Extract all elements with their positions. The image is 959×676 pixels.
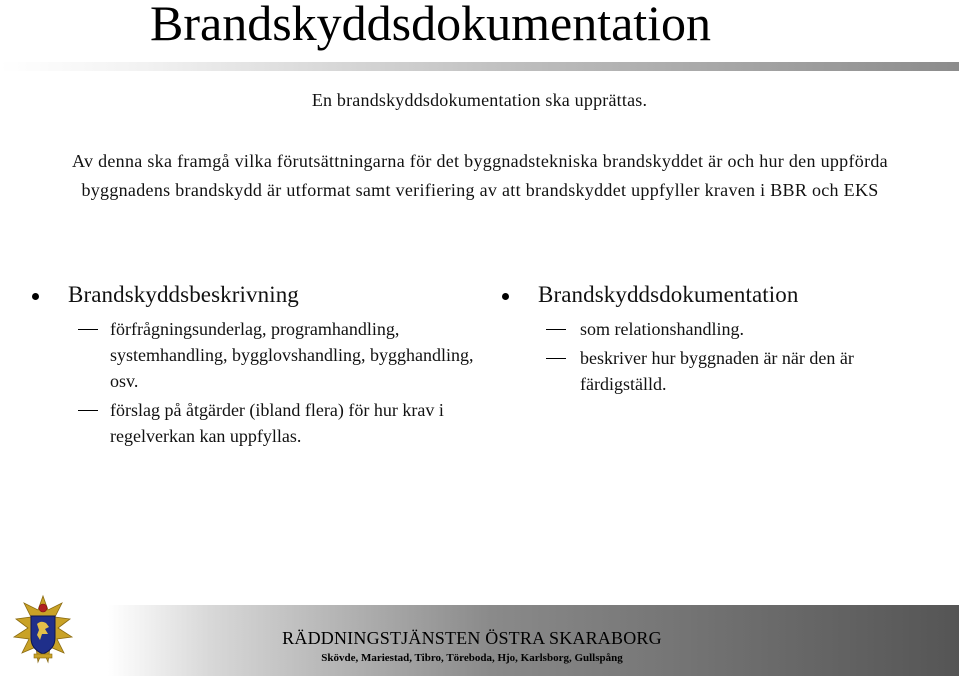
slide-subtitle: En brandskyddsdokumentation ska upprättas.: [311, 90, 648, 110]
list-item: [30, 397, 475, 449]
dash-icon: [78, 329, 98, 330]
footer-towns: Skövde, Mariestad, Tibro, Töreboda, Hjo, Karlsborg, Gullspång: [321, 652, 623, 664]
bullet-dot-icon: [32, 293, 39, 300]
list-item: [500, 316, 930, 342]
slide-title: Brandskyddsdokumentation: [150, 0, 712, 51]
list-item: [30, 316, 475, 394]
dash-icon: [546, 358, 566, 359]
bullet-heading-text: Brandskyddsbeskrivning: [68, 282, 299, 307]
list-item-text: som relationshandling.: [580, 319, 744, 339]
bullet-heading-text: Brandskyddsdokumentation: [538, 282, 799, 307]
left-column: [30, 280, 475, 452]
bullet-heading-dokumentation: [500, 280, 930, 310]
footer-organization: RÄDDNINGSTJÄNSTEN ÖSTRA SKARABORG: [282, 628, 662, 648]
title-divider: [0, 62, 959, 71]
dash-icon: [78, 410, 98, 411]
sub-list: [500, 316, 930, 397]
right-column: [500, 280, 930, 400]
list-item-text: förfrågningsunderlag, programhandling, systemhandling, bygglovshandling, bygghandling, osv.: [110, 319, 474, 391]
dash-icon: [546, 329, 566, 330]
list-item-text: förslag på åtgärder (ibland flera) för hur krav i regelverkan kan uppfyllas.: [110, 400, 444, 446]
bullet-dot-icon: [502, 293, 509, 300]
list-item-text: beskriver hur byggnaden är när den är färdigställd.: [580, 348, 854, 394]
list-item: [500, 345, 930, 397]
intro-paragraph: Av denna ska framgå vilka förutsättningarna för det byggnadstekniska brandskyddet är och hur den uppförda byggnadens brandskydd är utformat samt verifiering av att brandskyddet uppfyller kraven i BBR och EKS: [72, 151, 888, 200]
sub-list: [30, 316, 475, 449]
bullet-heading-beskrivning: [30, 280, 475, 310]
